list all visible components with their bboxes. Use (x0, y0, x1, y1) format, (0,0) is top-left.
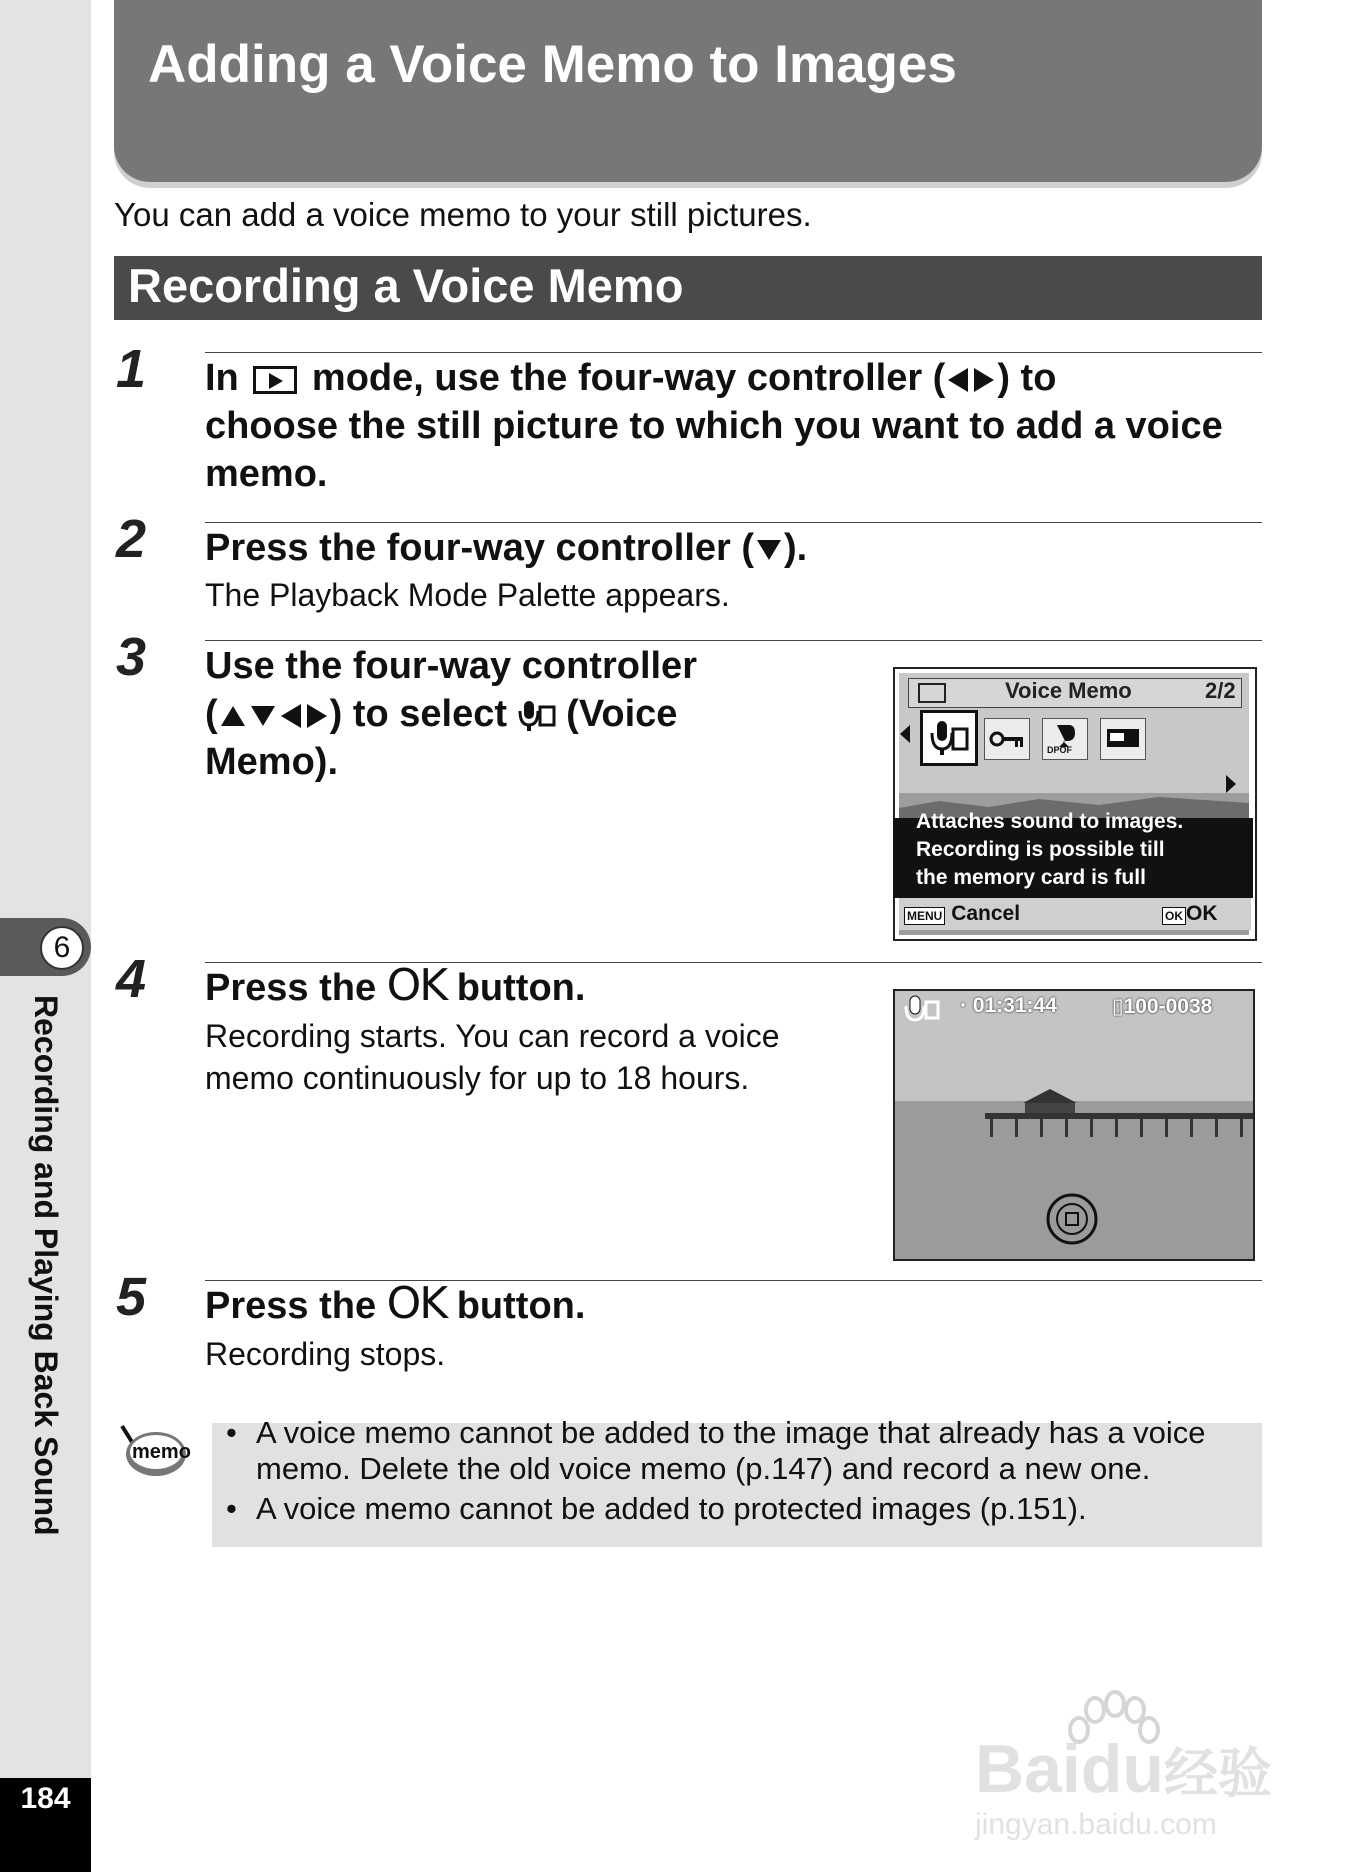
left-arrow-icon (281, 704, 301, 728)
memo-bullet-marker: • (226, 1415, 237, 1450)
step-heading-text: Memo). (205, 741, 338, 783)
step-body: Recording stops. (205, 1336, 446, 1372)
file-number: ▯100-0038 (1112, 995, 1213, 1018)
cancel-label: Cancel (951, 902, 1021, 925)
original-icon[interactable] (1100, 718, 1146, 760)
step-heading-text: button. (456, 967, 586, 1009)
ok-button[interactable] (1162, 902, 1218, 926)
step-body-text: memo continuously for up to 18 hours. (205, 1060, 750, 1096)
protect-key-icon[interactable] (984, 718, 1030, 760)
step-heading-text: choose the still picture to which you want to add a voice (205, 405, 1223, 447)
step-heading-text: ) to (997, 357, 1057, 399)
playback-mode-icon (918, 683, 946, 703)
palette-message: Recording is possible till (916, 838, 1165, 861)
down-arrow-icon (757, 540, 781, 560)
step-divider (205, 522, 1262, 523)
step-heading-text: button. (456, 1285, 586, 1327)
baidu-watermark (975, 1690, 1275, 1845)
step-number: 2 (116, 509, 147, 569)
watermark-brand (975, 1730, 1272, 1808)
step-heading-text: In (205, 357, 239, 399)
step-number: 4 (116, 949, 147, 1009)
cancel-button[interactable] (904, 902, 1020, 926)
recording-time: · 01:31:44 (960, 994, 1057, 1017)
step-number: 1 (116, 339, 147, 399)
step-heading-text: (Voice (566, 693, 678, 735)
page-title: Adding a Voice Memo to Images (148, 35, 957, 94)
page-number: 184 (20, 1782, 71, 1815)
ok-label: OK (1186, 902, 1218, 925)
step-heading-text: Press the (205, 967, 377, 1009)
watermark-brand-text: du (1080, 1731, 1164, 1807)
palette-left-arrow-icon[interactable] (900, 725, 910, 743)
voice-memo-icon (518, 699, 556, 733)
palette-message: the memory card is full (916, 866, 1146, 889)
palette-page: 2/2 (1205, 678, 1236, 703)
step-heading-text: Press the four-way controller ( (205, 527, 755, 569)
section-title: Recording a Voice Memo (128, 259, 684, 312)
dpof-label: DPOF (1047, 745, 1073, 755)
step-heading (205, 1280, 585, 1330)
watermark-brand-text: Bai (975, 1731, 1081, 1807)
memo-bullet: A voice memo cannot be added to protected images (p.151). (256, 1491, 1087, 1526)
memo-bullet-marker: • (226, 1491, 237, 1526)
ok-key-icon: OK (1162, 907, 1186, 925)
intro-text: You can add a voice memo to your still pictures. (114, 196, 812, 233)
right-arrow-icon (307, 704, 327, 728)
step-heading-text: ) to select (329, 693, 508, 735)
microphone-icon (923, 713, 975, 763)
step-body: The Playback Mode Palette appears. (205, 577, 730, 613)
file-number-value: 100-0038 (1123, 995, 1213, 1018)
palette-right-arrow-icon[interactable] (1226, 775, 1236, 793)
step-heading (205, 524, 807, 572)
memo-icon (118, 1420, 191, 1485)
right-arrow-icon (974, 368, 994, 392)
recording-voice-memo-icon (904, 994, 942, 1033)
recording-time-value: 01:31:44 (972, 994, 1057, 1017)
step-heading-text: ( (205, 693, 218, 735)
watermark-chinese: 经验 (1163, 1744, 1272, 1804)
memo-bullet: memo. Delete the old voice memo (p.147) and record a new one. (256, 1451, 1151, 1486)
step-number: 5 (116, 1267, 147, 1327)
chapter-title: Recording and Playing Back Sound (28, 995, 64, 1536)
ok-button-symbol: OK (386, 1278, 447, 1329)
palette-message: Attaches sound to images. (916, 810, 1184, 833)
watermark-url: jingyan.baidu.com (975, 1808, 1217, 1841)
palette-title: Voice Memo (1005, 678, 1132, 703)
memo-bullet: A voice memo cannot be added to the image that already has a voice (256, 1415, 1206, 1450)
step-heading-text: Press the (205, 1285, 377, 1327)
step-heading-text: Use the four-way controller (205, 645, 697, 687)
menu-key-icon: MENU (904, 907, 945, 925)
step-body (205, 1015, 780, 1099)
step-heading-text: memo. (205, 453, 328, 495)
step-divider (205, 640, 1262, 641)
dpof-icon[interactable] (1042, 718, 1088, 760)
step-number: 3 (116, 627, 147, 687)
memo-icon-label: memo (132, 1441, 191, 1463)
voice-memo-icon[interactable] (920, 710, 978, 766)
recording-screen (893, 989, 1255, 1261)
down-arrow-icon (251, 706, 275, 726)
chapter-number: 6 (40, 926, 84, 970)
step-heading (205, 354, 1265, 498)
ok-button-symbol: OK (386, 960, 447, 1011)
playback-mode-icon (253, 366, 297, 394)
step-heading-text: mode, use the four-way controller ( (311, 357, 946, 399)
up-arrow-icon (221, 706, 245, 726)
left-arrow-icon (948, 368, 968, 392)
pier-scene-image (895, 991, 1253, 1259)
step-heading (205, 962, 585, 1012)
step-heading-text: ). (784, 527, 808, 569)
step-heading (205, 642, 697, 786)
step-body-text: Recording starts. You can record a voice (205, 1018, 780, 1054)
step-divider (205, 352, 1262, 353)
